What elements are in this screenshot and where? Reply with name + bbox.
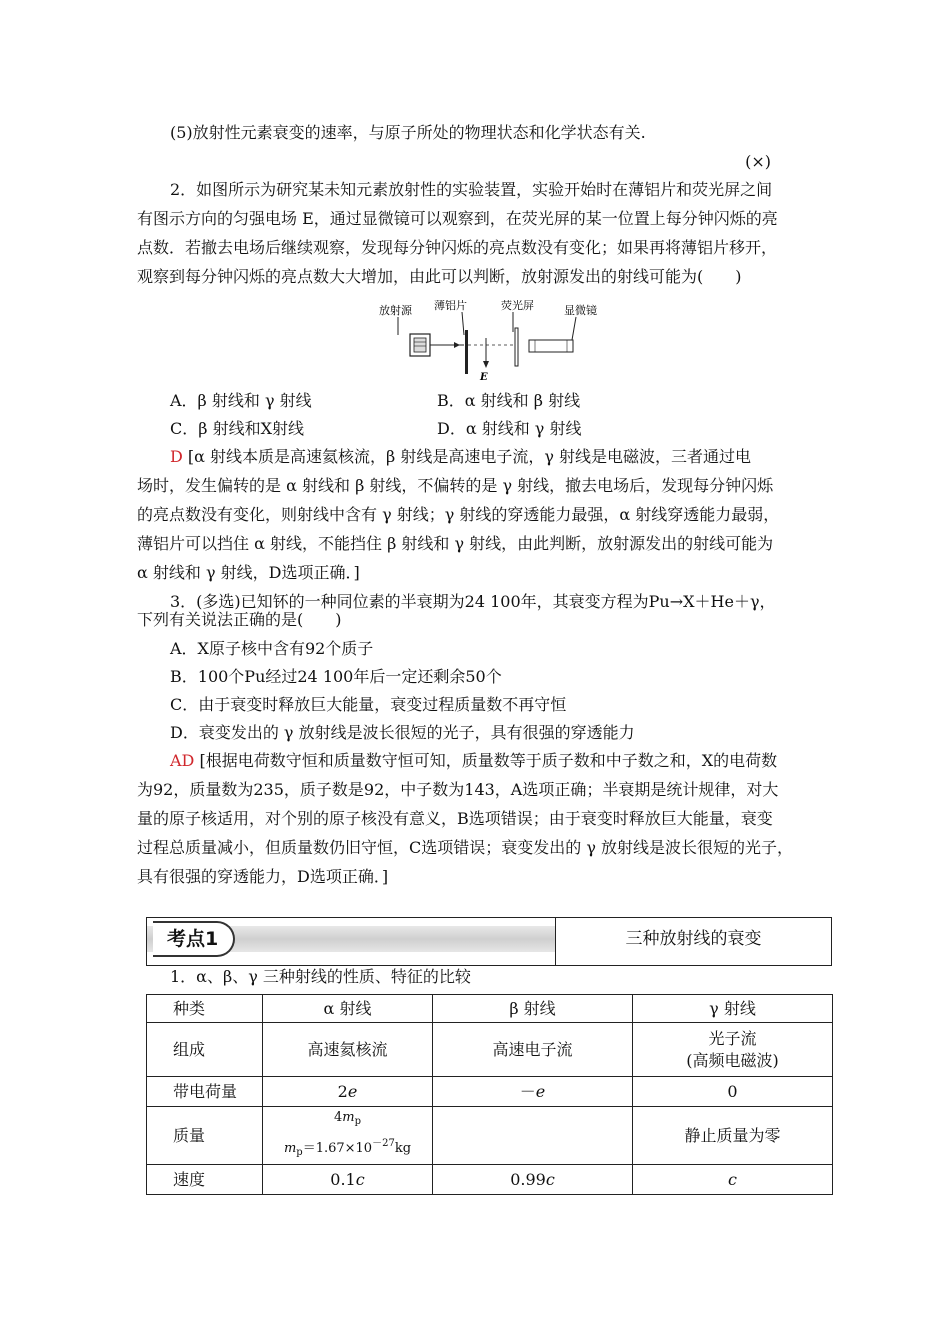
- header-alpha: α 射线: [263, 995, 433, 1023]
- gamma-composition: [633, 1023, 833, 1077]
- section-header: [146, 917, 832, 966]
- aluminum-foil: [465, 330, 468, 374]
- microscope-tube: [529, 340, 573, 352]
- beta-charge: －e: [433, 1077, 633, 1107]
- table-row-mass: [147, 1107, 833, 1165]
- statement-5: (5)放射性元素衰变的速率，与原子所处的物理状态和化学状态有关.: [170, 123, 646, 142]
- q2-option-c: C．β 射线和X射线: [170, 419, 304, 438]
- label-field: E: [480, 372, 488, 382]
- table-header-row: [147, 995, 833, 1023]
- header-gamma: γ 射线: [633, 995, 833, 1023]
- q2-line-1: 2．如图所示为研究某未知元素放射性的实验装置，实验开始时在薄铝片和荧光屏之间: [170, 180, 773, 199]
- statement-5-mark: (×): [745, 152, 771, 171]
- q3-answer-line-3: 量的原子核适用，对个别的原子核没有意义，B选项错误；由于衰变时释放巨大能量，衰变: [137, 809, 773, 828]
- comparison-table: [146, 994, 833, 1195]
- q3-answer-line-4: 过程总质量减小，但质量数仍旧守恒，C选项错误；衰变发出的 γ 放射线是波长很短的光子，: [137, 838, 793, 857]
- gamma-composition-2: (高频电磁波): [686, 1050, 779, 1070]
- table-row-composition: [147, 1023, 833, 1077]
- alpha-speed: 0.1c: [263, 1165, 433, 1195]
- row-label-speed: 速度: [147, 1165, 263, 1195]
- alpha-mass: $4m_p$ $m_p=1.67\times 10^{-27}kg$: [263, 1107, 433, 1165]
- q3-option-c: C．由于衰变时释放巨大能量，衰变过程质量数不再守恒: [170, 695, 567, 714]
- table-intro: 1．α、β、γ 三种射线的性质、特征的比较: [170, 967, 471, 986]
- q2-answer-line-5: α 射线和 γ 射线，D选项正确．]: [137, 563, 360, 582]
- label-screen: 荧光屏: [501, 300, 534, 312]
- q2-option-a: A．β 射线和 γ 射线: [170, 391, 312, 410]
- beta-speed: 0.99c: [433, 1165, 633, 1195]
- q3-answer-line-1: [170, 746, 860, 775]
- gamma-speed: c: [633, 1165, 833, 1195]
- label-source: 放射源: [379, 304, 412, 317]
- q3-line-2: 下列有关说法正确的是( ): [137, 610, 342, 629]
- table-row-charge: [147, 1077, 833, 1107]
- q3-option-b: B．100个Pu经过24 100年后一定还剩余50个: [170, 667, 502, 686]
- row-label-composition: 组成: [147, 1023, 263, 1077]
- q2-answer-line-2: 场时，发生偏转的是 α 射线和 β 射线，不偏转的是 γ 射线，撤去电场后，发现每分钟闪烁: [137, 476, 774, 495]
- header-beta: β 射线: [433, 995, 633, 1023]
- section-badge: 考点1: [153, 921, 235, 957]
- q2-option-b: B．α 射线和 β 射线: [437, 391, 581, 410]
- q3-option-a: A．X原子核中含有92个质子: [170, 639, 374, 658]
- gamma-mass: 静止质量为零: [633, 1107, 833, 1165]
- section-title: 三种放射线的衰变: [555, 918, 831, 965]
- gamma-charge: 0: [633, 1077, 833, 1107]
- q3-line-1: 3．(多选)已知钚的一种同位素的半衰期为24 100年，其衰变方程为Pu→X＋He＋γ，: [170, 592, 776, 611]
- fluorescent-screen: [515, 328, 518, 366]
- gamma-composition-1: 光子流: [708, 1028, 757, 1048]
- row-label-charge: 带电荷量: [147, 1077, 263, 1107]
- q2-answer-text-1: [α 射线本质是高速氦核流，β 射线是高速电子流，γ 射线是电磁波，三者通过电: [187, 447, 752, 466]
- q3-answer-text-1: [根据电荷数守恒和质量数守恒可知，质量数等于质子数和中子数之和，X的电荷数: [199, 751, 778, 770]
- label-foil: 薄铝片: [434, 300, 467, 312]
- header-kind: 种类: [147, 995, 263, 1023]
- apparatus-figure: [376, 300, 608, 382]
- q2-line-3: 点数．若撤去电场后继续观察，发现每分钟闪烁的亮点数没有变化；如果再将薄铝片移开，: [137, 238, 778, 257]
- q2-line-2: 有图示方向的匀强电场 E，通过显微镜可以观察到，在荧光屏的某一位置上每分钟闪烁的亮: [137, 209, 778, 228]
- q2-answer-line-1: [170, 442, 860, 471]
- q2-answer-line-3: 的亮点数没有变化，则射线中含有 γ 射线；γ 射线的穿透能力最强，α 射线穿透能力最弱，: [137, 505, 780, 524]
- beta-composition: 高速电子流: [433, 1023, 633, 1077]
- beta-mass: [433, 1107, 633, 1165]
- table-row-speed: [147, 1165, 833, 1195]
- q3-option-d: D．衰变发出的 γ 放射线是波长很短的光子，具有很强的穿透能力: [170, 723, 635, 742]
- alpha-charge: 2e: [263, 1077, 433, 1107]
- q2-answer-key: D: [170, 447, 183, 466]
- q3-answer-line-5: 具有很强的穿透能力，D选项正确．]: [137, 867, 389, 886]
- q2-answer-line-4: 薄铝片可以挡住 α 射线，不能挡住 β 射线和 γ 射线，由此判断，放射源发出的射线可能为: [137, 534, 774, 553]
- q2-option-d: D．α 射线和 γ 射线: [437, 419, 582, 438]
- alpha-composition: 高速氦核流: [263, 1023, 433, 1077]
- q3-answer-key: AD: [170, 751, 195, 770]
- q2-line-4: 观察到每分钟闪烁的亮点数大大增加，由此可以判断，放射源发出的射线可能为( ): [137, 267, 742, 286]
- q3-answer-line-2: 为92，质量数为235，质子数是92，中子数为143，A选项正确；半衰期是统计规律，对大: [137, 780, 779, 799]
- row-label-mass: 质量: [147, 1107, 263, 1165]
- label-microscope: 显微镜: [564, 304, 597, 317]
